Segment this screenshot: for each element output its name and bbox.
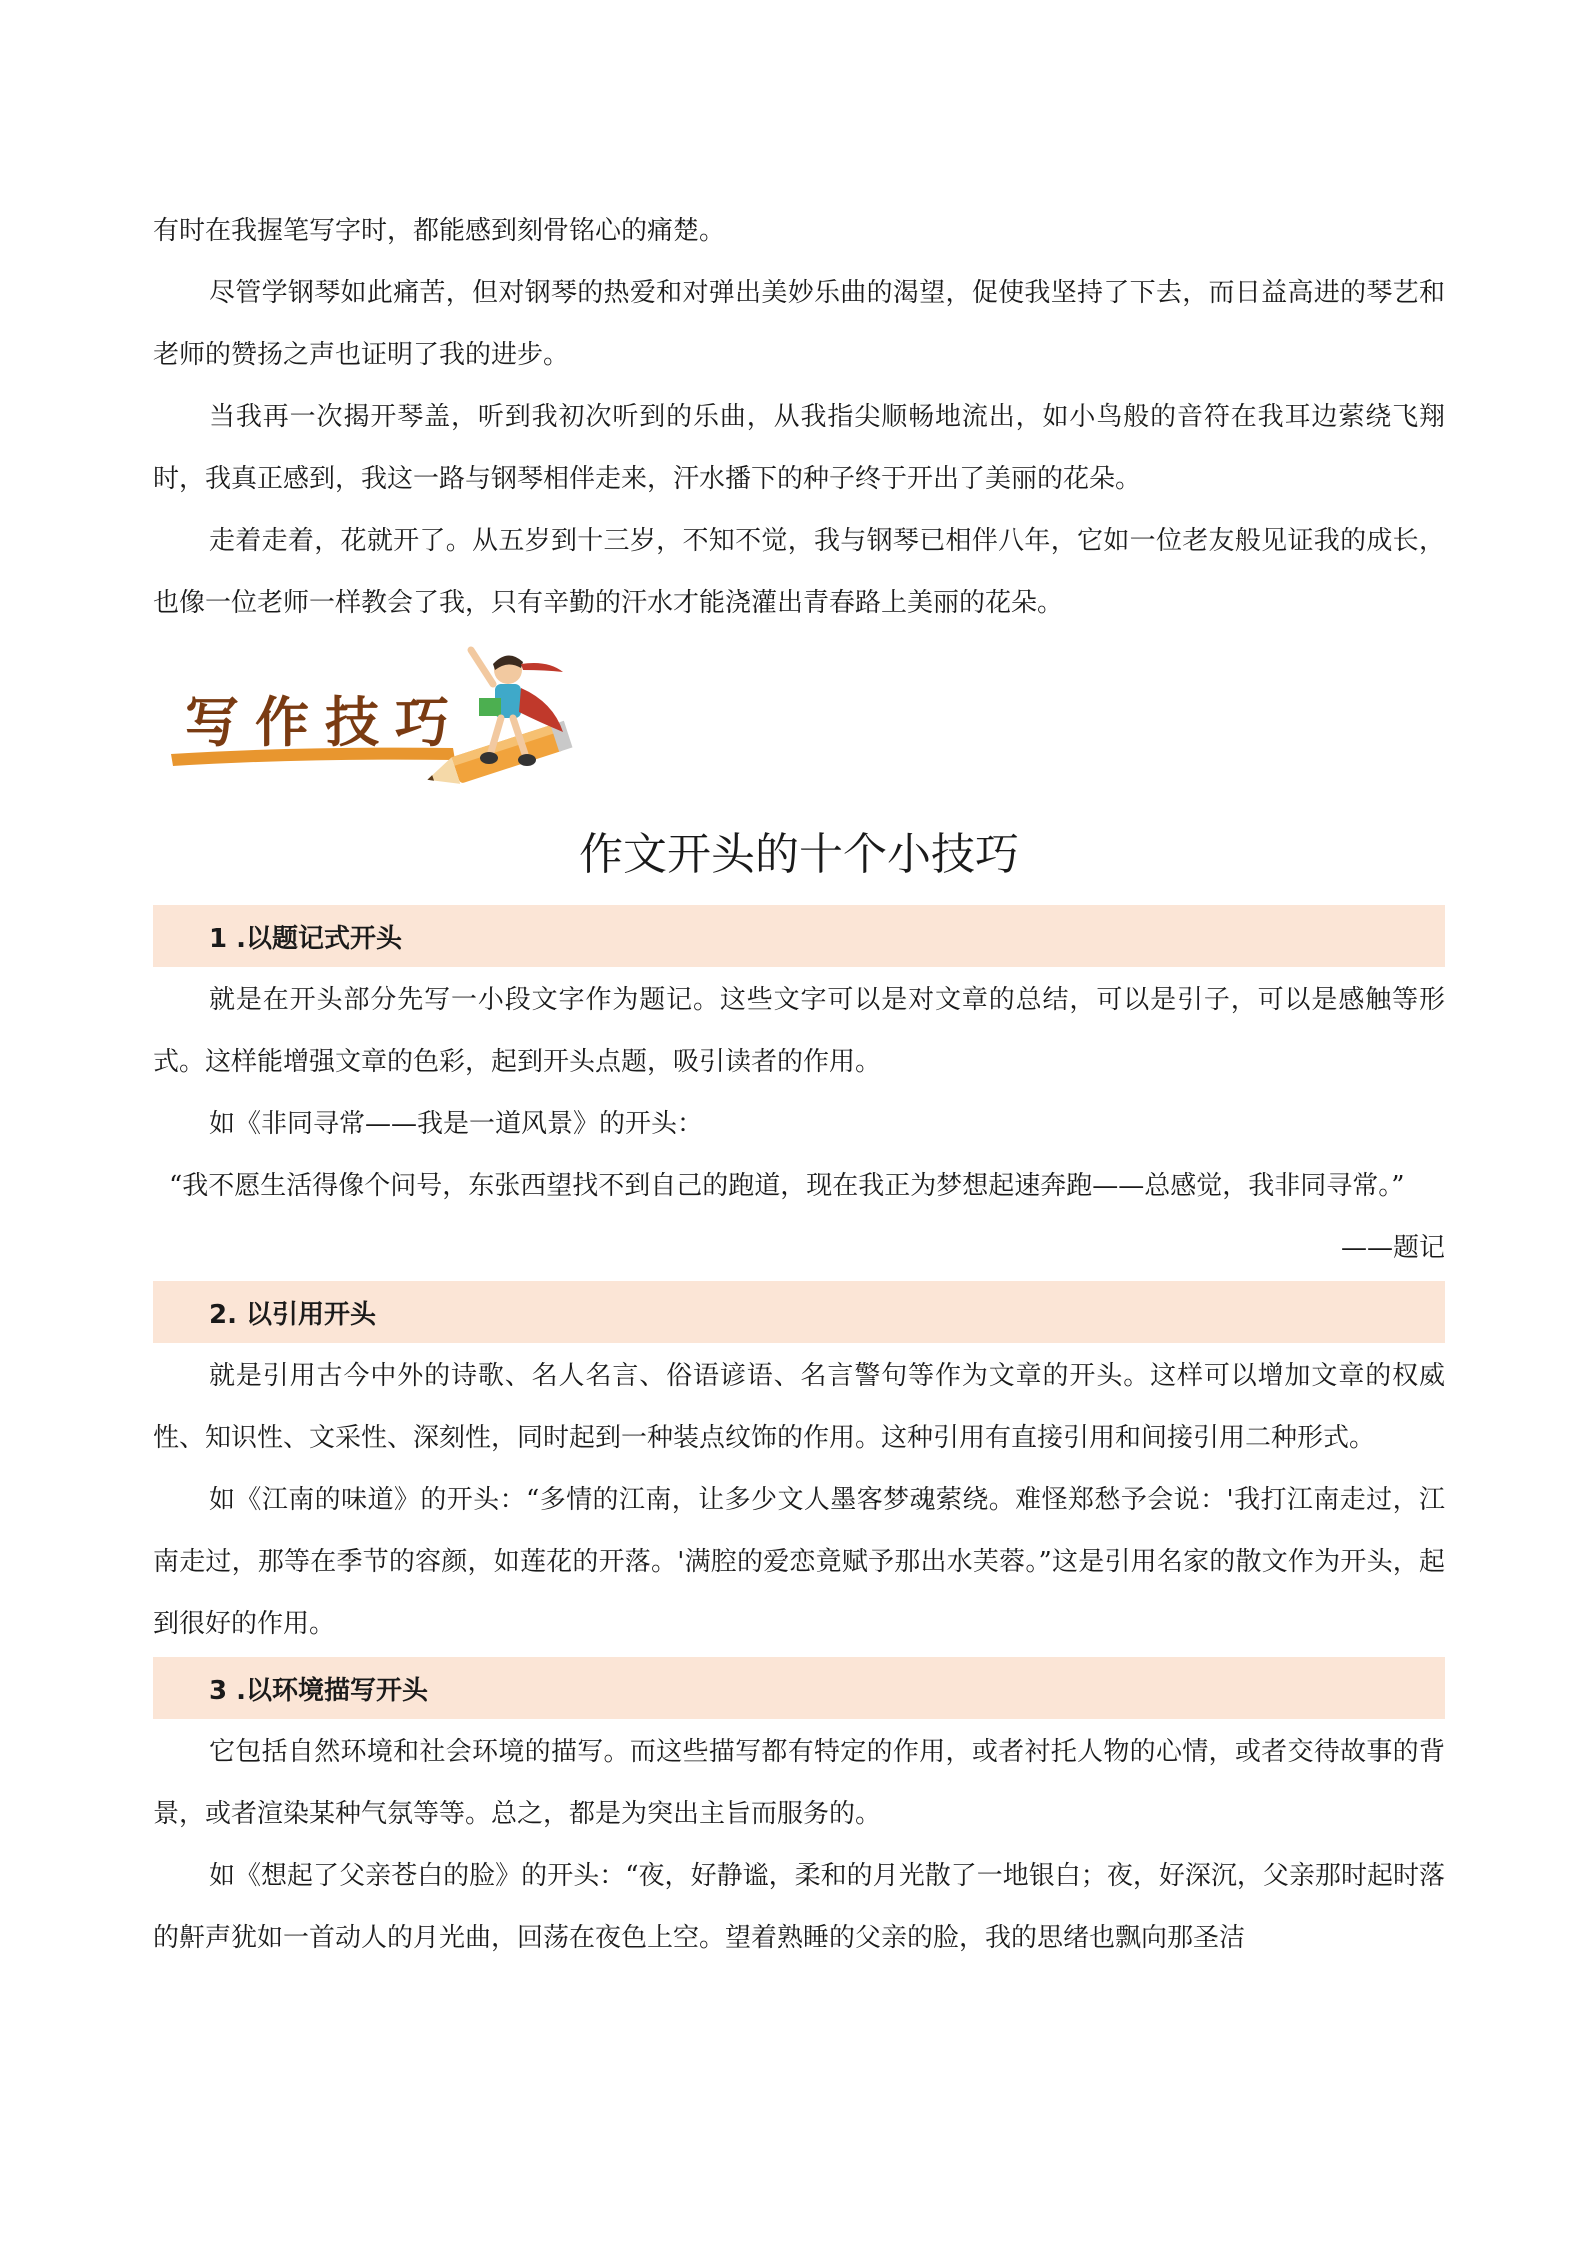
document-content <box>153 200 1445 1969</box>
writing-tips-banner <box>153 642 1445 807</box>
section-heading: 3 .以环境描写开头 <box>153 1657 1445 1719</box>
inscription-signature: ——题记 <box>1340 1233 1445 1263</box>
paragraph: 就是引用古今中外的诗歌、名人名言、俗语谚语、名言警句等作为文章的开头。这样可以增加文章的权威性、知识性、文采性、深刻性，同时起到一种装点纹饰的作用。这种引用有直接引用和间接引用二种形式。 <box>153 1361 1445 1453</box>
paragraph: 有时在我握笔写字时，都能感到刻骨铭心的痛楚。 <box>153 216 726 246</box>
banner-title: 写作技巧 <box>185 690 465 754</box>
paragraph: 如《江南的味道》的开头：“多情的江南，让多少文人墨客梦魂萦绕。难怪郑愁予会说：'我打江南走过，江南走过，那等在季节的容颜，如莲花的开落。'满腔的爱恋竟赋予那出水芙蓉。”这是引用名家的散文作为开头，起到很好的作用。 <box>153 1485 1445 1639</box>
paragraph: 它包括自然环境和社会环境的描写。而这些描写都有特定的作用，或者衬托人物的心情，或者交待故事的背景，或者渲染某种气氛等等。总之，都是为突出主旨而服务的。 <box>153 1737 1445 1829</box>
section-heading: 2. 以引用开头 <box>153 1281 1445 1343</box>
paragraph: 如《想起了父亲苍白的脸》的开头：“夜，好静谧，柔和的月光散了一地银白；夜，好深沉，父亲那时起时落的鼾声犹如一首动人的月光曲，回荡在夜色上空。望着熟睡的父亲的脸，我的思绪也飘向那圣洁 <box>153 1861 1445 1953</box>
section-heading: 1 .以题记式开头 <box>153 905 1445 967</box>
page-title: 作文开头的十个小技巧 <box>579 829 1019 880</box>
paragraph: 走着走着，花就开了。从五岁到十三岁，不知不觉，我与钢琴已相伴八年，它如一位老友般见证我的成长，也像一位老师一样教会了我，只有辛勤的汗水才能浇灌出青春路上美丽的花朵。 <box>153 526 1445 618</box>
paragraph: 就是在开头部分先写一小段文字作为题记。这些文字可以是对文章的总结，可以是引子，可以是感触等形式。这样能增强文章的色彩，起到开头点题，吸引读者的作用。 <box>153 985 1445 1077</box>
quote-paragraph: “我不愿生活得像个问号，东张西望找不到自己的跑道，现在我正为梦想起速奔跑——总感觉，我非同寻常。” <box>169 1171 1405 1201</box>
paragraph: 当我再一次揭开琴盖，听到我初次听到的乐曲，从我指尖顺畅地流出，如小鸟般的音符在我耳边萦绕飞翔时，我真正感到，我这一路与钢琴相伴走来，汗水播下的种子终于开出了美丽的花朵。 <box>153 402 1445 494</box>
paragraph: 如《非同寻常——我是一道风景》的开头： <box>209 1109 704 1139</box>
paragraph: 尽管学钢琴如此痛苦，但对钢琴的热爱和对弹出美妙乐曲的渴望，促使我坚持了下去，而日益高进的琴艺和老师的赞扬之声也证明了我的进步。 <box>153 278 1445 370</box>
